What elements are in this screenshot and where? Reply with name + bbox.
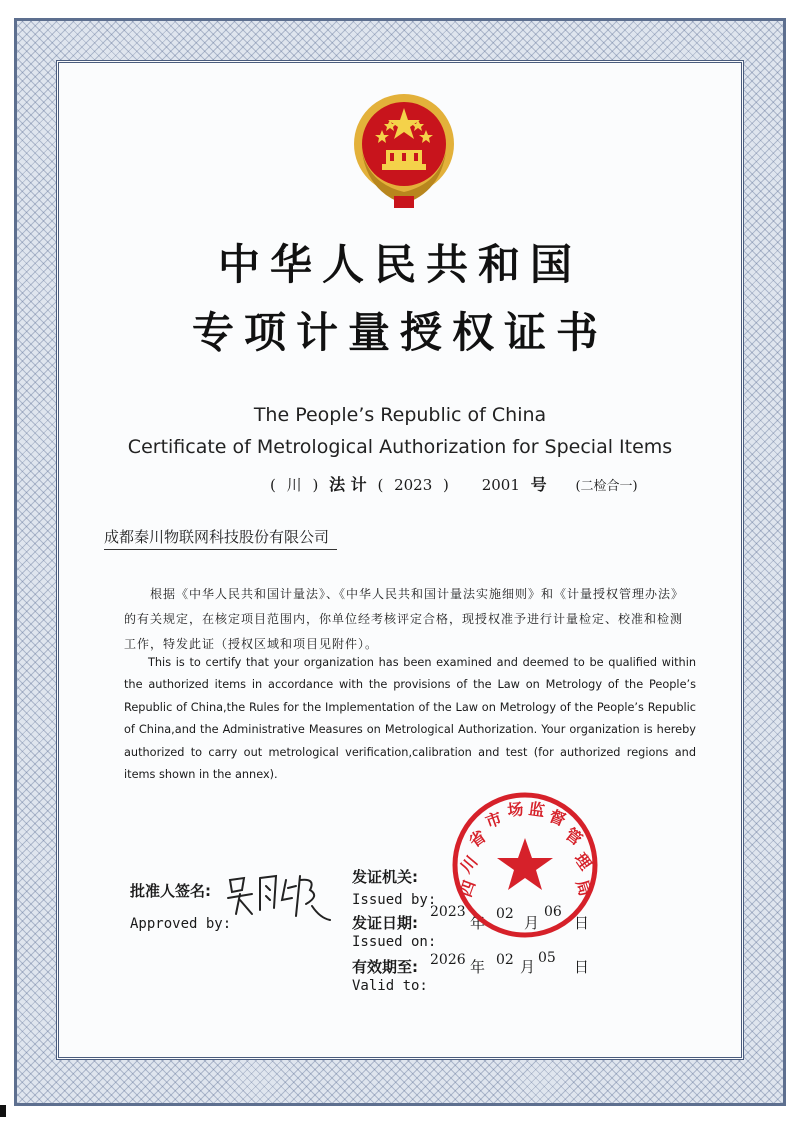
issue-month: 02 (496, 906, 514, 922)
valid-year: 2026 (430, 952, 466, 968)
cert-open-paren: ( (270, 476, 276, 494)
valid-month-unit: 月 (520, 958, 536, 976)
cert-suffix: 号 (530, 475, 547, 494)
svg-text:市: 市 (482, 808, 505, 832)
cert-year: 2023 (394, 476, 433, 494)
approver-label-cn: 批准人签名: (130, 882, 211, 900)
svg-text:川: 川 (456, 852, 482, 877)
body-chinese: 根据《中华人民共和国计量法》、《中华人民共和国计量法实施细则》和《计量授权管理办法》的有关规定，在核定项目范围内，你单位经考核评定合格，现授权准予进行计量检定、校准和检测工作，特发此证（授权区域和项目见附件）。 (124, 587, 685, 651)
valid-date-label-en: Valid to: (352, 978, 428, 994)
svg-text:理: 理 (570, 849, 596, 874)
cert-year-open: ( (377, 476, 384, 494)
title-english-line1: The People’s Republic of China (253, 404, 547, 426)
cert-year-close: ) (443, 476, 449, 494)
issue-year: 2023 (430, 904, 466, 920)
cert-region: 川 (286, 476, 302, 494)
valid-date-label-cn: 有效期至: (352, 958, 418, 976)
svg-text:四: 四 (455, 877, 480, 900)
scan-mark (0, 1105, 6, 1117)
svg-text:局: 局 (572, 877, 596, 899)
cert-prefix: 法 计 (329, 475, 367, 494)
certificate-number (270, 472, 670, 495)
cert-note: (二检合一) (575, 479, 638, 494)
handwritten-signature (226, 870, 336, 926)
title-chinese-line1: 中华人民共和国 (217, 240, 582, 289)
company-name: 成都秦川物联网科技股份有限公司 (104, 526, 337, 550)
svg-text:督: 督 (546, 806, 569, 830)
issue-month-unit: 月 (524, 914, 540, 932)
svg-text:场: 场 (506, 799, 525, 820)
valid-day-unit: 日 (574, 958, 590, 976)
issue-date-label-cn: 发证日期: (352, 914, 418, 932)
title-chinese-line2: 专项计量授权证书 (191, 308, 608, 357)
svg-text:省: 省 (465, 826, 490, 852)
valid-day: 05 (538, 950, 556, 966)
issue-date-label-en: Issued on: (352, 934, 437, 950)
title-english-line2: Certificate of Metrological Authorization for Special Items (127, 436, 673, 458)
issue-year-unit: 年 (470, 914, 486, 932)
cert-close-paren: ) (312, 476, 319, 494)
approver-label-en: Approved by: (130, 916, 232, 932)
valid-month: 02 (496, 952, 514, 968)
issue-day: 06 (544, 904, 562, 920)
valid-year-unit: 年 (470, 958, 486, 976)
official-seal (450, 790, 600, 940)
svg-text:监: 监 (527, 799, 546, 821)
cert-number: 2001 (481, 476, 520, 494)
body-english: This is to certify that your organization has been examined and deemed to be qualified within the authorized items in accordance with the provisions of the Law on Metrology of the People’s Republic of China,the Rules for the Implementation of the Law on Metrology of the People’s Republic of China,and the Administrative Measures on Metrological Authorization. Your organization is hereby authorized to carry out metrological verification,calibration and test (for authorized regions and items shown in the annex). (124, 656, 696, 782)
issuer-label-cn: 发证机关: (352, 868, 418, 886)
issuer-label-en: Issued by: (352, 892, 437, 908)
svg-text:管: 管 (561, 824, 586, 850)
issue-day-unit: 日 (574, 914, 590, 932)
national-emblem-icon (348, 92, 460, 212)
